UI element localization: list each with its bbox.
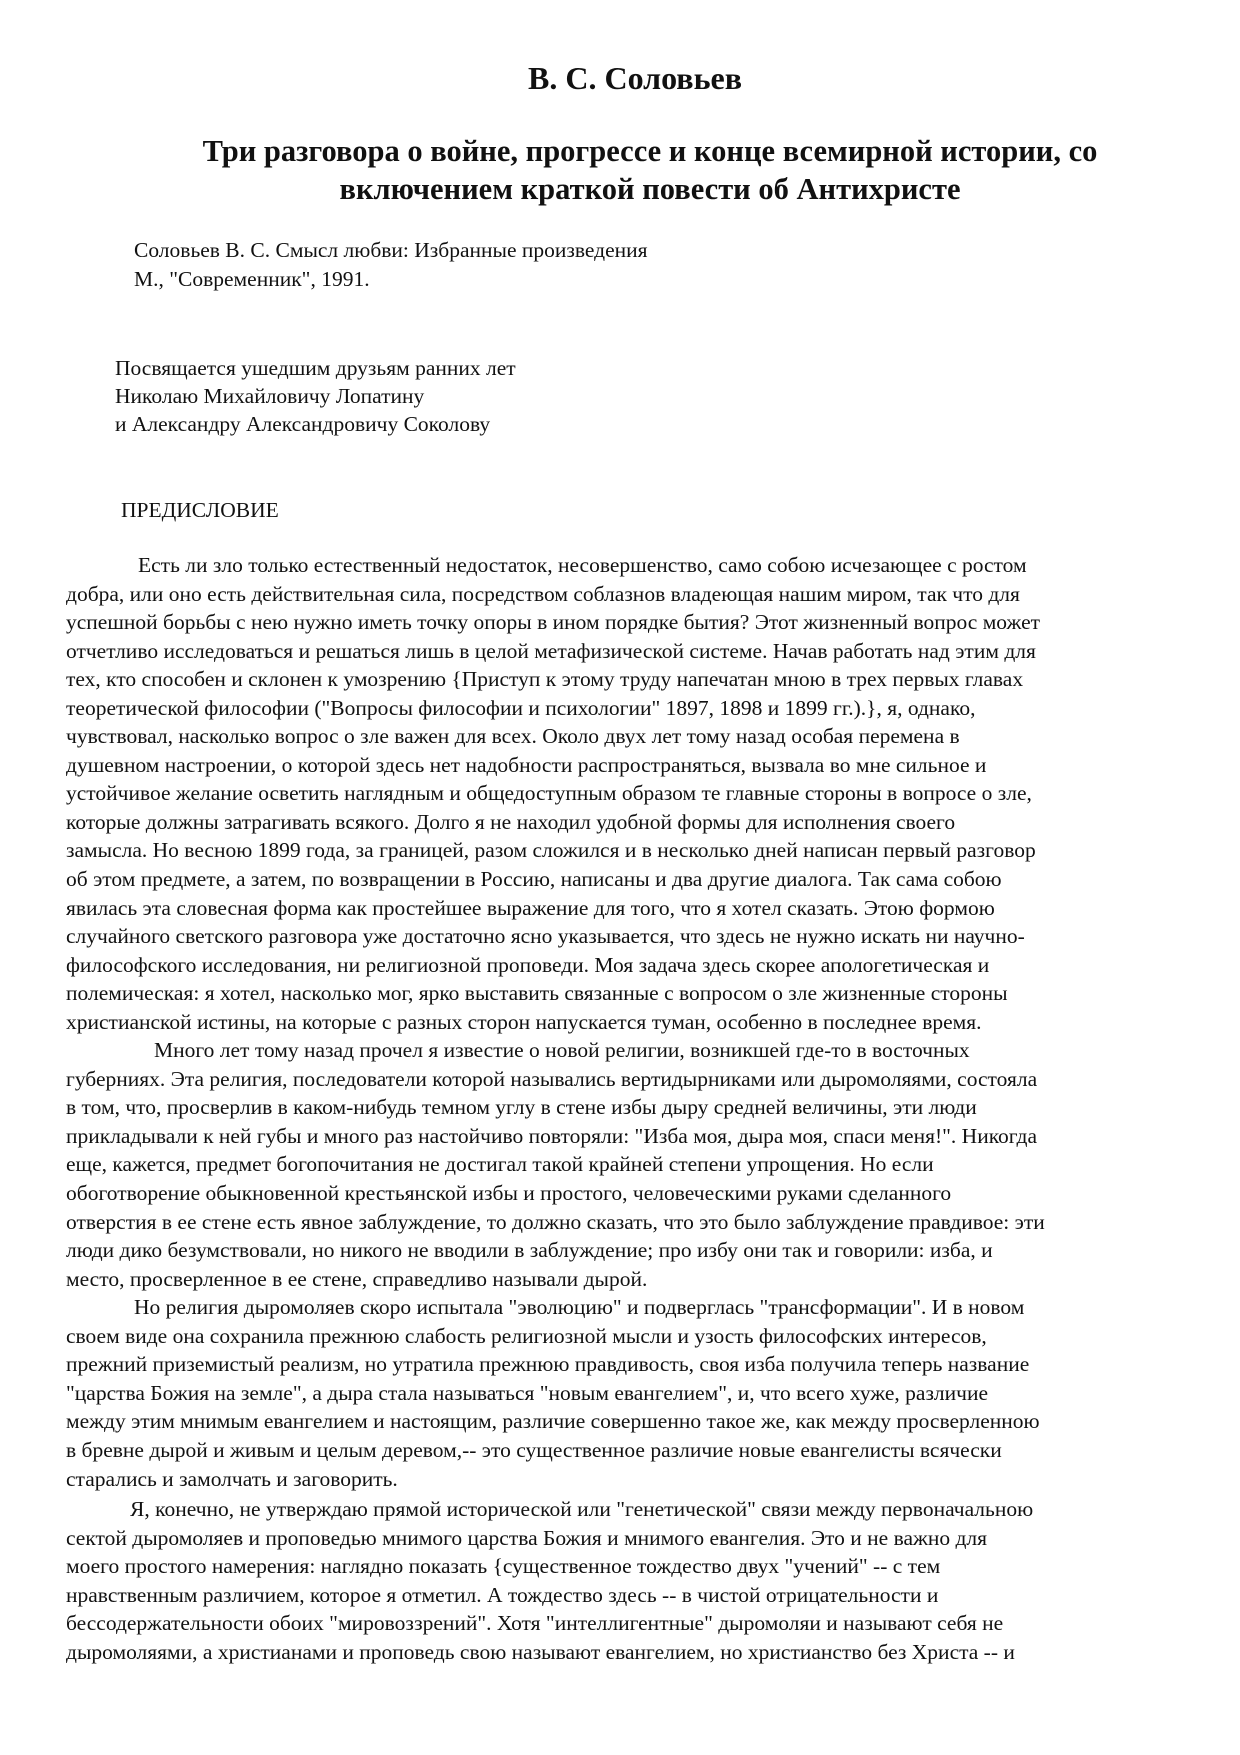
dedication bbox=[115, 354, 516, 438]
text-line: душевном настроении, о которой здесь нет надобности распространяться, вызвала во мне сильное и bbox=[66, 752, 987, 777]
text-line: "царства Божия на земле", а дыра стала называться "новым евангелием", и, что всего хуже, различие bbox=[66, 1380, 989, 1405]
text-line: моего простого намерения: наглядно показать {существенное тождество двух "учений" -- с тем bbox=[66, 1554, 941, 1579]
section-heading: ПРЕДИСЛОВИЕ bbox=[121, 498, 279, 522]
paragraph bbox=[66, 551, 1190, 1036]
source-citation bbox=[134, 236, 648, 294]
text-line: случайного светского разговора уже достаточно ясно указывается, что здесь не нужно искать ни научно- bbox=[66, 924, 1025, 949]
paragraph bbox=[66, 1036, 1190, 1293]
text-line: теоретической философии ("Вопросы философии и психологии" 1897, 1898 и 1899 гг.).}, я, однако, bbox=[66, 695, 976, 720]
dedication-line: и Александру Александровичу Соколову bbox=[115, 412, 491, 436]
text-line: явилась эта словесная форма как простейшее выражение для того, что я хотел сказать. Этою формою bbox=[66, 895, 995, 920]
text-line: еще, кажется, предмет богопочитания не достигал такой крайней степени упрощения. Но если bbox=[66, 1152, 934, 1177]
text-line: которые должны затрагивать всякого. Долго я не находил удобной формы для исполнения своего bbox=[66, 809, 956, 834]
text-line: место, просверленное в ее стене, справедливо называли дырой. bbox=[66, 1266, 648, 1291]
text-line: философского исследования, ни религиозной проповеди. Моя задача здесь скорее апологетическая и bbox=[66, 952, 990, 977]
paragraph bbox=[66, 1293, 1190, 1493]
text-line: обоготворение обыкновенной крестьянской избы и простого, человеческими руками сделанного bbox=[66, 1181, 952, 1206]
text-line: отверстия в ее стене есть явное заблуждение, то должно сказать, что это было заблуждение правдивое: эти bbox=[66, 1209, 1045, 1234]
text-line: между этим мнимым евангелием и настоящим, различие совершенно такое же, как между просверленною bbox=[66, 1409, 1040, 1434]
text-line: старались и замолчать и заговорить. bbox=[66, 1466, 398, 1491]
source-line: Соловьев В. С. Смысл любви: Избранные произведения bbox=[134, 238, 648, 262]
text-line: христианской истины, на которые с разных сторон напускается туман, особенно в последнее время. bbox=[66, 1009, 982, 1034]
text-line: чувствовал, насколько вопрос о зле важен для всех. Около двух лет тому назад особая перемена в bbox=[66, 724, 960, 749]
text-line: успешной борьбы с нею нужно иметь точку опоры в ином порядке бытия? Этот жизненный вопрос может bbox=[66, 610, 1041, 635]
text-line: губерниях. Эта религия, последователи которой назывались вертидырниками или дыромоляями, состояла bbox=[66, 1066, 1038, 1091]
text-line: прежний приземистый реализм, но утратила прежнюю правдивость, своя изба получила теперь название bbox=[66, 1352, 1030, 1377]
dedication-line: Николаю Михайловичу Лопатину bbox=[115, 384, 425, 408]
author-name: В. С. Соловьев bbox=[528, 60, 742, 96]
paragraph bbox=[66, 1495, 1190, 1666]
text-line: Есть ли зло только естественный недостаток, несовершенство, само собою исчезающее с ростом bbox=[138, 553, 1027, 577]
text-line: прикладывали к ней губы и много раз настойчиво повторяли: "Изба моя, дыра моя, спаси меня!". Никогда bbox=[66, 1123, 1038, 1148]
text-line: добра, или оно есть действительная сила, посредством соблазнов владеющая нашим миром, так что для bbox=[66, 581, 1020, 606]
text-line: дыромоляями, а христианами и проповедь свою называют евангелием, но христианство без Христа -- и bbox=[66, 1639, 1015, 1664]
text-line: отчетливо исследоваться и решаться лишь в целой метафизической системе. Начав работать над этим для bbox=[66, 638, 1036, 663]
text-line: Много лет тому назад прочел я известие о новой религии, возникшей где-то в восточных bbox=[154, 1038, 970, 1063]
text-line: об этом предмете, а затем, по возвращении в Россию, написаны и два другие диалога. Так сама собою bbox=[66, 867, 1002, 892]
text-line: тех, кто способен и склонен к умозрению {Приступ к этому труду напечатан мною в трех первых главах bbox=[66, 667, 1024, 692]
text-line: своем виде она сохранила прежнюю слабость религиозной мысли и узость философских интересов, bbox=[66, 1323, 987, 1348]
dedication-line: Посвящается ушедшим друзьям ранних лет bbox=[115, 356, 516, 380]
title-line: Три разговора о войне, прогрессе и конце всемирной истории, со bbox=[202, 134, 1098, 168]
text-line: нравственным различием, которое я отметил. А тождество здесь -- в чистой отрицательности и bbox=[66, 1582, 939, 1607]
source-line: М., "Современник", 1991. bbox=[134, 267, 370, 291]
text-line: люди дико безумствовали, но никого не вводили в заблуждение; про избу они так и говорили: изба, и bbox=[66, 1238, 993, 1263]
text-line: сектой дыромоляев и проповедью мнимого царства Божия и мнимого евангелия. Это и не важно для bbox=[66, 1525, 988, 1550]
text-line: в бревне дырой и живым и целым деревом,-- это существенное различие новые евангелисты всячески bbox=[66, 1437, 1002, 1462]
text-line: полемическая: я хотел, насколько мог, ярко выставить связанные с вопросом о зле жизненные стороны bbox=[66, 981, 1008, 1006]
text-line: в том, что, просверлив в каком-нибудь темном углу в стене избы дыру средней величины, эти люди bbox=[66, 1095, 977, 1120]
document-title bbox=[160, 132, 1140, 208]
text-line: Я, конечно, не утверждаю прямой исторической или "генетической" связи между первоначальною bbox=[130, 1497, 1034, 1522]
text-line: Но религия дыромоляев скоро испытала "эволюцию" и подверглась "трансформации". И в новом bbox=[134, 1295, 1025, 1320]
body-text bbox=[66, 551, 1190, 1666]
text-line: бессодержательности обоих "мировоззрений". Хотя "интеллигентные" дыромоляи и называют себя не bbox=[66, 1611, 1004, 1636]
text-line: замысла. Но весною 1899 года, за границей, разом сложился и в несколько дней написан первый разговор bbox=[66, 838, 1036, 863]
title-line: включением краткой повести об Антихристе bbox=[339, 172, 961, 206]
text-line: устойчивое желание осветить наглядным и общедоступным образом те главные стороны в вопросе о зле, bbox=[66, 781, 1032, 806]
